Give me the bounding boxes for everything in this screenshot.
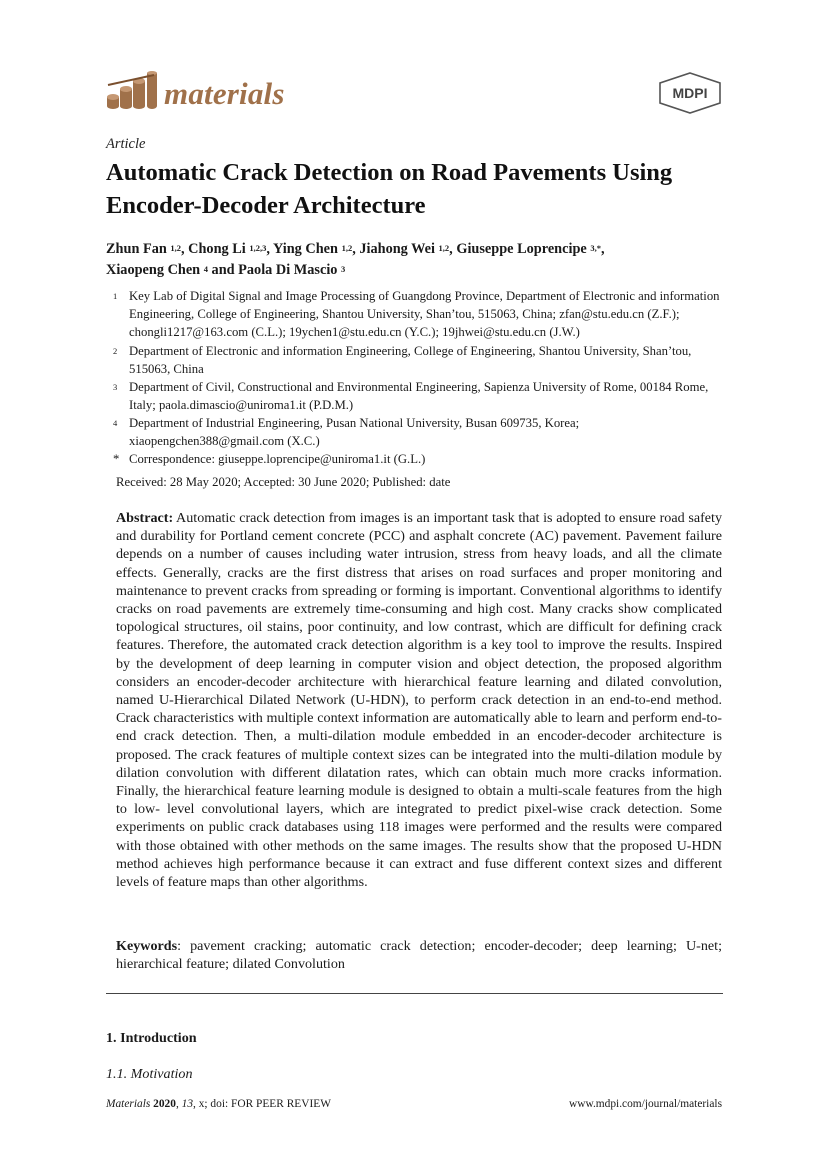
affiliation [113, 342, 733, 378]
author-affil: 3,* [590, 243, 601, 253]
footer-volume: 13 [181, 1098, 194, 1110]
correspondence [113, 450, 733, 468]
author-name: Ying Chen [272, 241, 338, 257]
journal-name: materials [164, 76, 285, 111]
author-name: Jiahong Wei [359, 241, 435, 257]
author-name: Giuseppe Loprencipe [456, 241, 587, 257]
dates-line: Received: 28 May 2020; Accepted: 30 June 2020; Published: date [116, 475, 451, 489]
affiliation [113, 378, 733, 414]
abstract-text: Automatic crack detection from images is an important task that is adopted to ensure road safety and durability for Portland cement concrete (PCC) and asphalt concrete (AC) pavement. Pavement failure depends on a number of causes including water intrusion, stress from heavy loads, and all the climate effects. Generally, cracks are the first distress that arises on road surfaces and proper monitoring and maintenance to prevent cracks from spreading or forming is important. Conventional algorithms to identify cracks on road pavements are extremely time-consuming and high cost. Many cracks show complicated topological structures, oil stains, poor continuity, and low contrast, which are difficult for defining crack features. Therefore, the automated crack detection algorithm is a key tool to improve the results. Inspired by the development of deep learning in computer vision and object detection, the proposed algorithm considers an encoder-decoder architecture with hierarchical feature learning and dilated convolution, named U-Hierarchical Dilated Network (U-HDN), to perform crack detection in an end-to-end method. Crack characteristics with multiple context information are automatically able to learn and perform end-to-end crack detection. Then, a multi-dilation module embedded in an encoder-decoder architecture is proposed. The crack features of multiple context sizes can be integrated into the multi-dilation module by dilation convolution with different dilatation rates, which can obtain much more cracks information. Finally, the hierarchical feature learning module is designed to obtain a multi-scale features from the high to low- level convolutional layers, which are integrated to predict pixel-wise crack detection. Some experiments on public crack databases using 118 images were performed and the results were compared with those obtained with other methods on the same images. The results show that the proposed U-HDN method achieves high performance because it can extract and fuse different context sizes and different levels of feature maps than other algorithms. [116, 510, 722, 891]
author-name: Zhun Fan [106, 241, 167, 257]
affiliation-text: Department of Electronic and information Engineering, College of Engineering, Shantou University, Shan’tou, 515063, China [129, 344, 692, 377]
affiliation [113, 287, 733, 342]
abstract-label: Abstract: [116, 510, 174, 526]
author-list: Zhun Fan $^{1,2}$, Chong Li $^{1,2,3}$, Ying Chen $^{1,2}$, Jiahong Wei $^{1,2}$, Giuseppe Loprencipe $^{3,*}$, Xiaopeng Chen $^4$ and Paola Di Mascio $^3$ [106, 241, 605, 278]
footer-url[interactable]: www.mdpi.com/journal/materials [569, 1098, 722, 1110]
affiliation-text: Department of Civil, Constructional and Environmental Engineering, Sapienza University of Rome, 00184 Rome, Italy; paola.dimascio@uniroma1.it (P.D.M.) [129, 380, 709, 413]
section-heading: 1. Introduction [106, 1030, 197, 1046]
keywords-text: : pavement cracking; automatic crack detection; encoder-decoder; deep learning; U-net; hierarchical feature; dilated Convolution [116, 938, 722, 973]
affiliation-text: Key Lab of Digital Signal and Image Processing of Guangdong Province, Department of Electronic and information Engineering, College of Engineering, Shantou University, Shan’tou, 515063, China; zfan@stu.edu.cn (Z.F.); chongli1217@163.com (C.L.); 19ychen1@stu.edu.cn (Y.C.); 19jhwei@stu.edu.cn (J.W.) [129, 289, 720, 340]
correspondence-text: Correspondence: giuseppe.loprencipe@uniroma1.it (G.L.) [129, 452, 426, 466]
author-affil: 1,2 [170, 243, 181, 253]
author-name: Xiaopeng Chen [106, 262, 201, 278]
footer-journal: Materials [106, 1098, 151, 1110]
affiliation-number: * [113, 452, 120, 466]
affiliation-number: 4 [113, 418, 118, 428]
author-affil: 1,2 [438, 243, 450, 253]
author-name: Chong Li [188, 241, 246, 257]
footer-year: 2020 [153, 1098, 176, 1110]
keywords-label: Keywords [116, 938, 178, 954]
divider [106, 993, 723, 994]
affiliation-text: Department of Industrial Engineering, Pusan National University, Busan 609735, Korea; xiaopengchen388@gmail.com (X.C.) [129, 416, 580, 449]
mdpi-logo-text: MDPI [672, 85, 708, 101]
mdpi-logo [658, 72, 722, 114]
author-name: Paola Di Mascio [238, 262, 338, 278]
affiliation [113, 414, 733, 450]
subsection-heading: 1.1. Motivation [106, 1066, 193, 1082]
affiliation-number: 2 [113, 346, 118, 356]
article-type: Article [106, 136, 146, 152]
footer-citation: Materials 2020, 13, x; doi: FOR PEER REVIEW [106, 1098, 331, 1110]
affiliation-number: 3 [113, 382, 118, 392]
author-affil: 1,2,3 [249, 243, 267, 253]
journal-logo [106, 71, 158, 115]
author-affil: 3 [341, 264, 346, 274]
abstract [116, 509, 722, 891]
author-affil: 1,2 [341, 243, 353, 253]
affiliation-number: 1 [113, 291, 118, 301]
footer-doi: , x; doi: FOR PEER REVIEW [193, 1098, 331, 1110]
keywords [116, 937, 722, 973]
author-affil: 4 [203, 264, 208, 274]
paper-title: Automatic Crack Detection on Road Pavements Using Encoder-Decoder Architecture [106, 159, 673, 219]
